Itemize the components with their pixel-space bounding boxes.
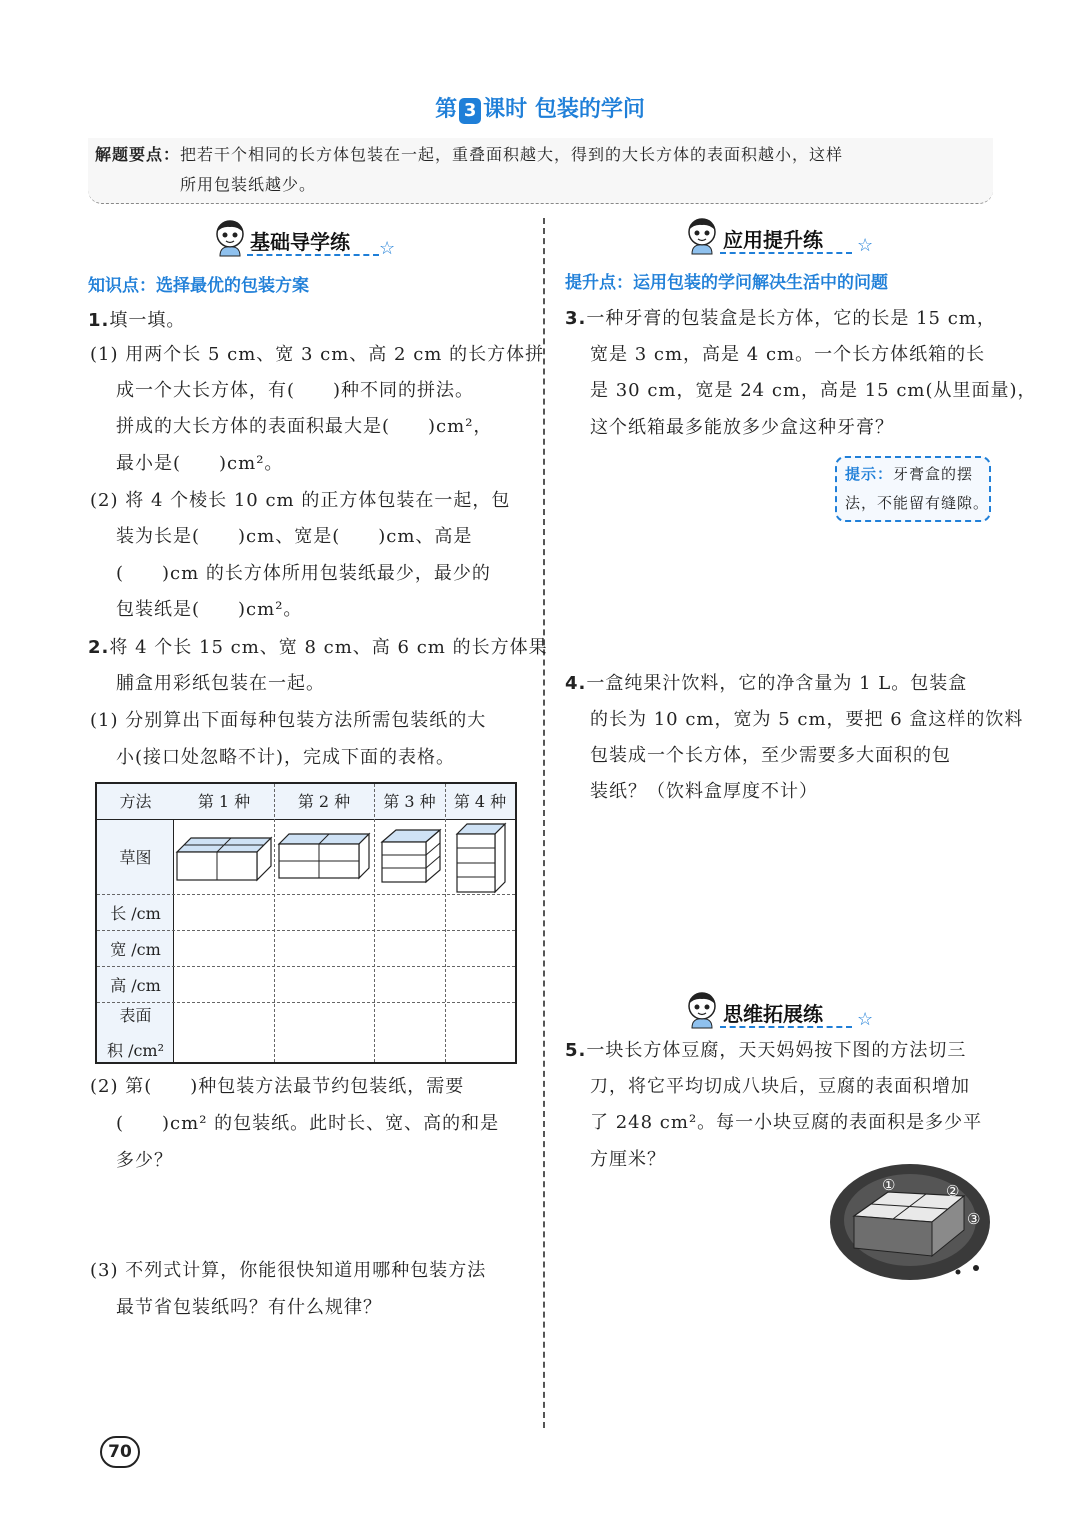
q5-text: 一块长方体豆腐，天天妈妈按下图的方法切三 <box>586 1040 967 1061</box>
table-divider <box>97 894 515 895</box>
lesson-title <box>0 92 1080 124</box>
table-row-label: 宽 /cm <box>110 940 161 959</box>
table-divider <box>374 784 375 1062</box>
q2-3-line: 最节省包装纸吗？有什么规律？ <box>116 1297 382 1318</box>
section-title-basic: 基础导学练 <box>250 230 350 254</box>
page-number: 70 <box>100 1436 140 1468</box>
q1-2-line: 包装纸是( )cm²。 <box>116 599 303 620</box>
section-underline <box>720 252 852 254</box>
q1-title <box>88 303 185 339</box>
q2-line: 脯盒用彩纸包装在一起。 <box>116 673 325 694</box>
q4-text: 一盒纯果汁饮料，它的净含量为 1 L。包装盒 <box>586 673 968 694</box>
table-divider <box>97 966 515 967</box>
hint-label: 提示： <box>845 465 894 483</box>
sketch-method-2 <box>277 822 371 892</box>
q5-line: 刀，将它平均切成八块后，豆腐的表面积增加 <box>590 1076 970 1097</box>
table-row-label: 长 /cm <box>110 904 161 923</box>
table-divider <box>97 1002 515 1003</box>
q1-2-line: 装为长是( )cm、宽是( )cm、高是 <box>116 526 473 547</box>
q4-line <box>565 666 967 702</box>
table-header-cell: 第 2 种 <box>297 792 351 811</box>
q2-1-line: 小(接口处忽略不计)，完成下面的表格。 <box>116 747 456 768</box>
hint-line-2: 法，不能留有缝隙。 <box>845 494 990 512</box>
table-header-cell: 第 3 种 <box>383 792 436 811</box>
table-row-label: 高 /cm <box>110 976 161 995</box>
q3-number: 3. <box>565 308 587 329</box>
section-underline <box>247 254 379 256</box>
q1-1-line: 拼成的大长方体的表面积最大是( )cm²， <box>116 416 493 437</box>
q4-number: 4. <box>565 673 587 694</box>
mascot-icon <box>685 216 719 256</box>
mascot-icon <box>213 218 247 258</box>
section-title-extend: 思维拓展练 <box>723 1002 823 1026</box>
q2-3-line: (3) 不列式计算，你能很快知道用哪种包装方法 <box>90 1260 487 1281</box>
table-row-label: 草图 <box>119 848 152 867</box>
hint-text-1: 牙膏盒的摆 <box>893 465 974 483</box>
column-divider <box>543 218 545 1428</box>
q3-text: 一种牙膏的包装盒是长方体，它的长是 15 cm， <box>586 308 996 329</box>
improve-point: 提升点：运用包装的学问解决生活中的问题 <box>565 273 888 293</box>
keypoint-label: 解题要点： <box>95 145 181 164</box>
title-prefix: 第 <box>435 97 458 122</box>
keypoint-text-1: 把若干个相同的长方体包装在一起，重叠面积越大，得到的大长方体的表面积越小，这样 <box>180 145 844 164</box>
section-underline <box>720 1026 852 1028</box>
q1-text: 填一填。 <box>109 310 186 331</box>
q4-line: 包装成一个长方体，至少需要多大面积的包 <box>590 745 951 766</box>
tofu-mark-3: ③ <box>967 1210 981 1228</box>
table-header-cell: 第 1 种 <box>197 792 251 811</box>
table-divider <box>274 784 275 1062</box>
packaging-table <box>95 782 517 1064</box>
star-icon: ☆ <box>857 235 874 256</box>
table-row-label: 积 /cm² <box>106 1041 165 1060</box>
q1-2-line: ( )cm 的长方体所用包装纸最少，最少的 <box>116 563 491 584</box>
q3-line: 这个纸箱最多能放多少盒这种牙膏？ <box>590 417 894 438</box>
q5-line: 方厘米？ <box>590 1149 666 1170</box>
sketch-method-3 <box>378 822 444 892</box>
q2-text: 将 4 个长 15 cm、宽 8 cm、高 6 cm 的长方体果 <box>109 637 548 658</box>
star-icon: ☆ <box>857 1009 874 1030</box>
q3-line: 是 30 cm，宽是 24 cm，高是 15 cm(从里面量)， <box>590 380 1037 401</box>
q1-2-line: (2) 将 4 个棱长 10 cm 的正方体包装在一起，包 <box>90 490 511 511</box>
q5-line <box>565 1033 966 1069</box>
q1-1-line: (1) 用两个长 5 cm、宽 3 cm、高 2 cm 的长方体拼 <box>90 344 545 365</box>
tofu-mark-2: ② <box>946 1182 960 1200</box>
q1-1-line: 最小是( )cm²。 <box>116 453 284 474</box>
q4-line: 的长为 10 cm，宽为 5 cm，要把 6 盒这样的饮料 <box>590 709 1024 730</box>
table-divider <box>97 930 515 931</box>
mascot-icon <box>685 990 719 1030</box>
title-suffix: 课时 包装的学问 <box>483 97 645 122</box>
table-header-cell: 第 4 种 <box>453 792 507 811</box>
section-title-apply: 应用提升练 <box>723 228 823 252</box>
tofu-image <box>826 1160 994 1282</box>
tofu-mark-1: ① <box>882 1176 896 1194</box>
table-row-label: 表面 <box>119 1006 152 1025</box>
hint-line-1 <box>845 460 973 488</box>
sketch-method-4 <box>449 820 515 894</box>
keypoint-line-1 <box>95 143 843 167</box>
q3-line <box>565 301 996 337</box>
keypoint-line-2: 所用包装纸越少。 <box>180 175 317 194</box>
q5-line: 了 248 cm²。每一小块豆腐的表面积是多少平 <box>590 1112 983 1133</box>
q2-2-line: ( )cm² 的包装纸。此时长、宽、高的和是 <box>116 1113 500 1134</box>
q1-1-line: 成一个大长方体，有( )种不同的拼法。 <box>116 380 475 401</box>
q1-number: 1. <box>88 310 110 331</box>
sketch-method-1 <box>175 822 273 892</box>
star-icon: ☆ <box>379 238 396 259</box>
q4-line: 装纸？（饮料盒厚度不计） <box>590 781 818 802</box>
table-divider <box>445 784 446 1062</box>
q2-number: 2. <box>88 637 110 658</box>
table-header-cell: 方法 <box>119 792 152 811</box>
knowledge-point: 知识点：选择最优的包装方案 <box>88 276 309 296</box>
q3-line: 宽是 3 cm，高是 4 cm。一个长方体纸箱的长 <box>590 344 986 365</box>
q2-2-line: 多少？ <box>116 1150 173 1171</box>
q5-number: 5. <box>565 1040 587 1061</box>
q2-line <box>88 630 548 666</box>
q2-2-line: (2) 第( )种包装方法最节约包装纸，需要 <box>90 1076 465 1097</box>
q2-1-line: (1) 分别算出下面每种包装方法所需包装纸的大 <box>90 710 487 731</box>
lesson-number-badge: 3 <box>459 98 481 124</box>
